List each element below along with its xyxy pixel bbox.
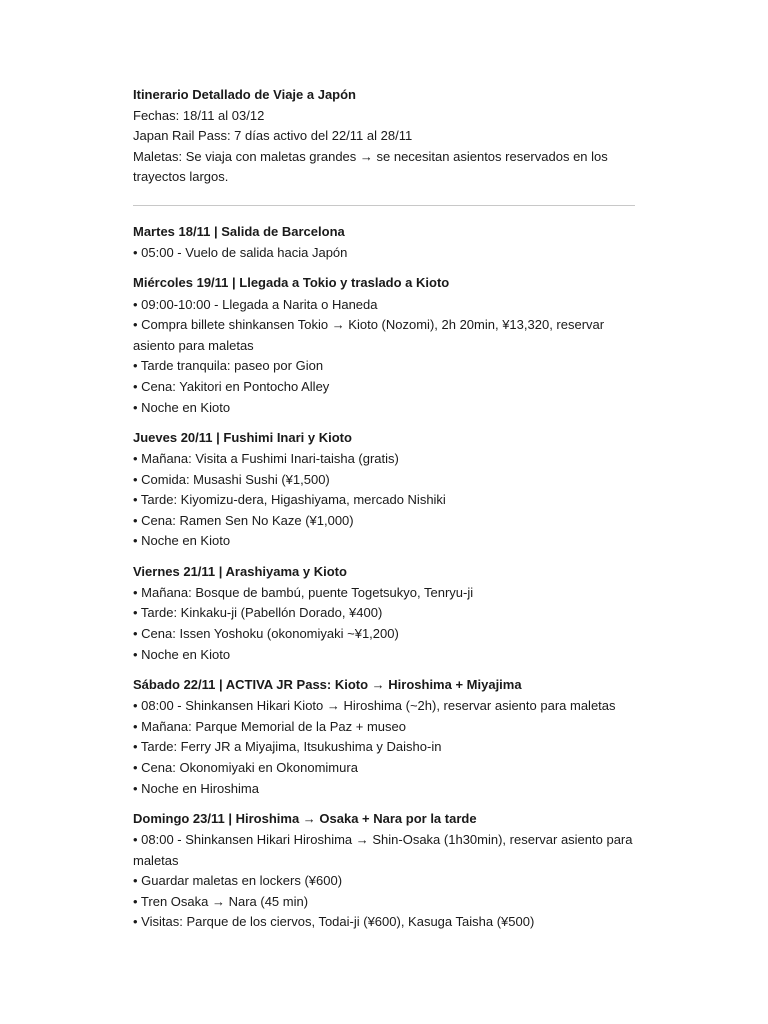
itinerary-item: • 08:00 - Shinkansen Hikari Hiroshima → Shin-Osaka (1h30min), reservar asiento para maletas (133, 831, 633, 868)
itinerary-item: • Cena: Okonomiyaki en Okonomimura (133, 759, 358, 775)
itinerary-item: • Noche en Kioto (133, 399, 231, 415)
day-section (133, 809, 635, 933)
day-section (133, 273, 635, 418)
itinerary-item: • Tarde: Kiyomizu-dera, Higashiyama, mercado Nishiki (133, 492, 446, 508)
itinerary-item: • Cena: Issen Yoshoku (okonomiyaki ~¥1,200) (133, 626, 399, 642)
itinerary-item: • Noche en Hiroshima (133, 780, 259, 796)
itinerary-item: • Mañana: Bosque de bambú, puente Togetsukyo, Tenryu-ji (133, 584, 474, 600)
itinerary-item: • Guardar maletas en lockers (¥600) (133, 873, 343, 889)
day-section (133, 562, 635, 665)
trip-dates: Fechas: 18/11 al 03/12 (133, 107, 265, 123)
itinerary-item: • Compra billete shinkansen Tokio → Kioto (Nozomi), 2h 20min, ¥13,320, reservar asiento para maletas (133, 317, 605, 353)
rail-pass-info: Japan Rail Pass: 7 días activo del 22/11 al 28/11 (133, 128, 413, 144)
itinerary-item: • Tarde: Ferry JR a Miyajima, Itsukushima y Daisho-in (133, 739, 442, 755)
day-heading: Martes 18/11 | Salida de Barcelona (133, 223, 345, 239)
itinerary-item: • Visitas: Parque de los ciervos, Todai-ji (¥600), Kasuga Taisha (¥500) (133, 914, 535, 930)
section-divider (133, 205, 635, 206)
itinerary-item: • Mañana: Visita a Fushimi Inari-taisha (gratis) (133, 451, 399, 466)
itinerary-item: • 08:00 - Shinkansen Hikari Kioto → Hiroshima (~2h), reservar asiento para maletas (133, 698, 616, 714)
day-heading: Jueves 20/11 | Fushimi Inari y Kioto (133, 429, 352, 445)
itinerary-item: • Cena: Yakitori en Pontocho Alley (133, 378, 330, 394)
itinerary-days (133, 222, 635, 933)
itinerary-item: • Comida: Musashi Sushi (¥1,500) (133, 471, 330, 487)
itinerary-item: • Tren Osaka → Nara (45 min) (133, 893, 309, 909)
itinerary-item: • 05:00 - Vuelo de salida hacia Japón (133, 245, 348, 261)
day-section (133, 675, 635, 799)
itinerary-item: • Cena: Ramen Sen No Kaze (¥1,000) (133, 512, 354, 528)
luggage-info: Maletas: Se viaja con maletas grandes → se necesitan asientos reservados en los trayectos largos. (133, 148, 608, 185)
itinerary-item: • Tarde tranquila: paseo por Gion (133, 358, 324, 374)
itinerary-item: • Noche en Kioto (133, 533, 231, 549)
document-header (133, 85, 635, 188)
day-heading: Domingo 23/11 | Hiroshima → Osaka + Nara por la tarde (133, 810, 477, 826)
itinerary-item: • Mañana: Parque Memorial de la Paz + museo (133, 718, 406, 734)
day-heading: Viernes 21/11 | Arashiyama y Kioto (133, 563, 347, 579)
day-section (133, 428, 635, 552)
itinerary-item: • 09:00-10:00 - Llegada a Narita o Haneda (133, 296, 378, 312)
itinerary-item: • Tarde: Kinkaku-ji (Pabellón Dorado, ¥400) (133, 605, 383, 621)
document-title: Itinerario Detallado de Viaje a Japón (133, 87, 356, 102)
day-section (133, 222, 635, 264)
day-heading: Sábado 22/11 | ACTIVA JR Pass: Kioto → Hiroshima + Miyajima (133, 677, 522, 693)
itinerary-item: • Noche en Kioto (133, 646, 231, 662)
day-heading: Miércoles 19/11 | Llegada a Tokio y traslado a Kioto (133, 275, 450, 291)
